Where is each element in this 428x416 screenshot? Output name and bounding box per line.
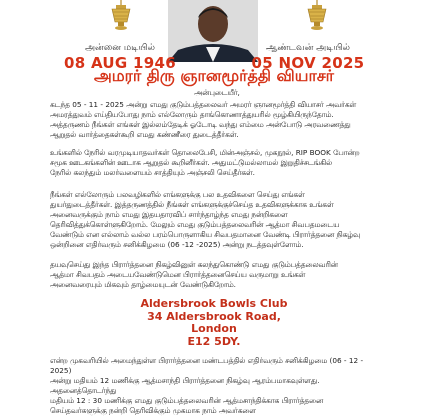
death-date: 05 NOV 2025 <box>251 54 365 72</box>
text-line: தயவுசெய்து இந்த பிரார்த்தனை நிகழ்வினுள் கலந்துகொண்டு எமது குடும்பத்தலைவரின் <box>50 260 338 269</box>
text-line: வேண்டும் என எல்லாம் வல்ல பரம்பொருளாகிய சிவபதமானை வேண்டி பிரார்த்தனை நிகழ்வு <box>50 230 361 239</box>
birth-label: அன்னை மடியில் <box>85 43 155 53</box>
text-line: சமூக ஊடகங்களின் ஊடாக ஆறுதல் கூறினீர்கள். அதுமட்டுமல்லாமல் இறுதிச்சடங்கில் <box>50 158 333 167</box>
deceased-name: அமரர் திரு ஞானமூர்த்தி வியாசர் <box>93 66 335 85</box>
oil-lamp-icon <box>304 0 330 30</box>
text-line: துயர்துடைத்தீர்கள். இத்தருணத்தில் நீங்கள் எங்களுக்குச்செய்த உதவிகளுக்காக உங்கள் <box>50 200 334 209</box>
text-line: தெரிவித்துக்கொள்ளுகிறோம். மேலும் எமது குடும்பத்தலைவரின் ஆத்மா சிவபதமடைய <box>50 220 340 229</box>
text-line: மதியம் 12 : 30 மணிக்கு எமது குடும்பத்தலைவரின் ஆத்மசாந்திக்காக பிரார்த்தனை <box>50 396 324 405</box>
birth-date: 08 AUG 1946 <box>63 54 176 72</box>
death-label: ஆண்டவன் அடியில் <box>265 43 351 53</box>
text-line: உங்களில் நேரில் வரமுடியாதவர்கள் தொலைபேசி, மின்அஞ்சல், முகநூல், RIP BOOK போன்ற <box>50 148 360 157</box>
text-line: அனைவரையும் மிகவும் தாழ்மையுடன் வேண்டுகிறோம். <box>50 280 236 289</box>
venue-address <box>0 298 428 348</box>
paragraph-5 <box>50 356 384 416</box>
paragraph-1 <box>50 100 384 140</box>
venue-postcode: E12 5DY. <box>187 334 241 348</box>
venue-street: 34 Aldersbrook Road, <box>147 309 281 323</box>
venue-name: Aldersbrook Bowls Club <box>140 297 288 310</box>
text-line: என்ற முகவரியில் அமைந்துள்ள பிரார்த்தனை மண்டபத்தில் எதிர்வரும் சனிக்கிழமை (06 - 12 - 2025) <box>50 356 364 375</box>
text-line: ஆறுதல் வார்த்தைகள்கூறி எமது கண்ணீரை துடைத்தீர்கள். <box>50 130 239 139</box>
oil-lamp-icon <box>108 0 134 30</box>
text-line: செய்தவர்களுக்கு நன்றி தெரிவிக்கும் முகமாக நாம் அவர்களை <box>50 406 256 415</box>
paragraph-3 <box>50 190 384 250</box>
greeting: அன்புடையீர், <box>194 88 240 97</box>
text-line: ஆத்மா சிவபதம் அடையவேண்டுமென பிரார்த்தனைசெய்ய வருமாறு உங்கள் <box>50 270 306 279</box>
text-line: அன்று மதியம் 12 மணிக்கு ஆத்மசாந்தி பிரார்த்தனை நிகழ்வு ஆரம்பமாகவுள்ளது. அதனைத்தொடர்ந்து <box>50 376 320 395</box>
paragraph-2 <box>50 148 384 178</box>
text-line: ஒன்றினை எதிர்வரும் சனிக்கிழமை (06 -12 -2025) அன்று நடத்தவுள்ளோம். <box>50 240 304 249</box>
venue-city: London <box>191 322 237 335</box>
text-line: நீங்கள் எல்லோரும் பலவழிகளில் எங்களுக்கு பல உதவிகளை செய்து எங்கள் <box>50 190 305 199</box>
text-line: அத்தருணம் நீங்கள் எங்கள் இல்லம்தேடிக் ஓடோடி வந்து எம்மை அன்போடு அரவணைத்து <box>50 120 351 129</box>
paragraph-4 <box>50 260 384 290</box>
text-line: அமரத்துவம் எய்தியபோது நாம் எல்லோரும் தாங்கொணாத்துயரில் மூழ்கியிருந்தோம். <box>50 110 334 119</box>
text-line: அனைவருக்கும் நாம் எமது இதயதாரவிப் சார்ந்தாழ்ந்த எமது நன்றிகளை <box>50 210 288 219</box>
text-line: நேரில் கலந்தும் மலர்வளையம் சாத்தியும் அஞ்சலி செய்தீர்கள். <box>50 168 255 177</box>
portrait-photo <box>168 0 258 62</box>
text-line: கடந்த 05 - 11 - 2025 அன்று எமது குடும்பத்தலைவர் அமரர் ஞானமூர்த்தி வியாசர் அவர்கள் <box>50 100 357 109</box>
